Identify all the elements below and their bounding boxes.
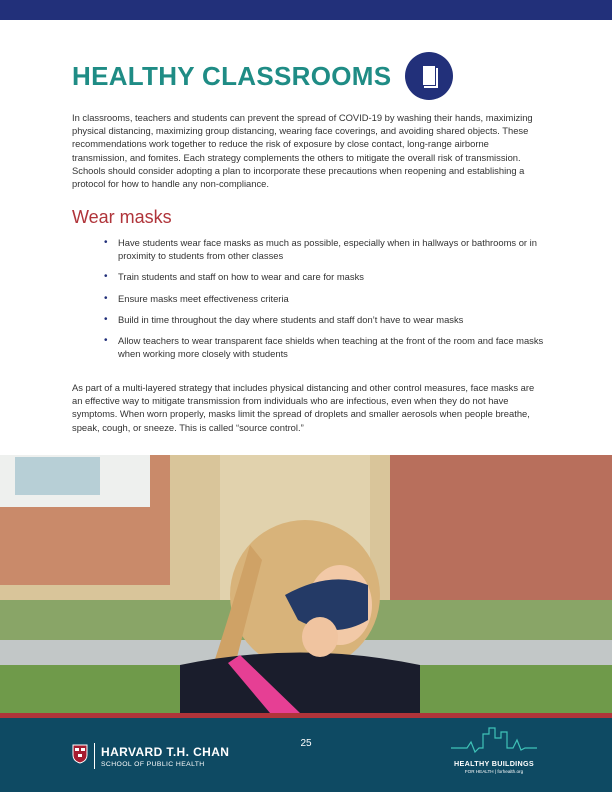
list-item-text: Allow teachers to wear transparent face shields when teaching at the front of the room and face masks when working more closely with students bbox=[118, 335, 544, 360]
section-heading: Wear masks bbox=[72, 207, 172, 227]
bullet-dot-icon: • bbox=[104, 313, 108, 325]
list-item bbox=[104, 236, 544, 262]
list-item-text: Build in time throughout the day where students and staff don’t have to wear masks bbox=[118, 313, 464, 325]
healthy-buildings-title: HEALTHY BUILDINGS bbox=[454, 759, 534, 768]
book-icon bbox=[405, 52, 453, 100]
healthy-buildings-logo bbox=[444, 724, 544, 774]
bullet-dot-icon: • bbox=[104, 237, 108, 248]
harvard-school: SCHOOL OF PUBLIC HEALTH bbox=[101, 760, 205, 768]
healthy-buildings-tagline: FOR HEALTH | forhealth.org bbox=[464, 769, 524, 774]
bullet-dot-icon: • bbox=[104, 292, 108, 304]
list-item bbox=[104, 313, 544, 326]
harvard-shield-icon bbox=[72, 744, 88, 769]
list-item-text: Ensure masks meet effectiveness criteria bbox=[118, 292, 289, 304]
title-row bbox=[72, 52, 453, 100]
skyline-logo-icon bbox=[449, 724, 539, 754]
harvard-logo bbox=[72, 743, 229, 769]
page-number: 25 bbox=[300, 738, 312, 749]
list-item bbox=[104, 292, 544, 305]
harvard-wordmark bbox=[101, 745, 229, 768]
logo-divider bbox=[94, 743, 95, 769]
page-title: HEALTHY CLASSROOMS bbox=[72, 60, 392, 91]
list-item-text: Have students wear face masks as much as possible, especially when in hallways or bathrooms or in proximity to students from other classes bbox=[118, 237, 537, 262]
outro-paragraph: As part of a multi-layered strategy that includes physical distancing and other control measures, face masks are an effective way to mitigate transmission from individuals who are infectious, even when they do not have symptoms. When worn properly, masks limit the spread of droplets and smaller aerosols when people breathe, speak, cough, or sneeze. This is called “source control.” bbox=[72, 382, 535, 433]
bullet-list bbox=[104, 236, 544, 368]
intro-paragraph: In classrooms, teachers and students can prevent the spread of COVID-19 by washing their hands, maximizing physical distancing, maximizing group distancing, wearing face coverings, and avoiding shared objects. These recommendations work together to reduce the risk of exposure by close contact, long-range airborne transmission, and fomites. Each strategy complements the others to mitigate the overall risk of transmission. Schools should consider adopting a plan to incorporate these precautions when reopening and establishing a protocol for how to handle any non-compliance. bbox=[72, 112, 533, 190]
list-item-text: Train students and staff on how to wear and care for masks bbox=[118, 271, 364, 283]
bullet-dot-icon: • bbox=[104, 271, 108, 283]
list-item bbox=[104, 334, 544, 360]
harvard-name: HARVARD T.H. CHAN bbox=[101, 744, 230, 759]
top-color-bar bbox=[0, 0, 612, 20]
student-mask-photo bbox=[0, 455, 612, 713]
bullet-dot-icon: • bbox=[104, 335, 108, 347]
list-item bbox=[104, 270, 544, 283]
